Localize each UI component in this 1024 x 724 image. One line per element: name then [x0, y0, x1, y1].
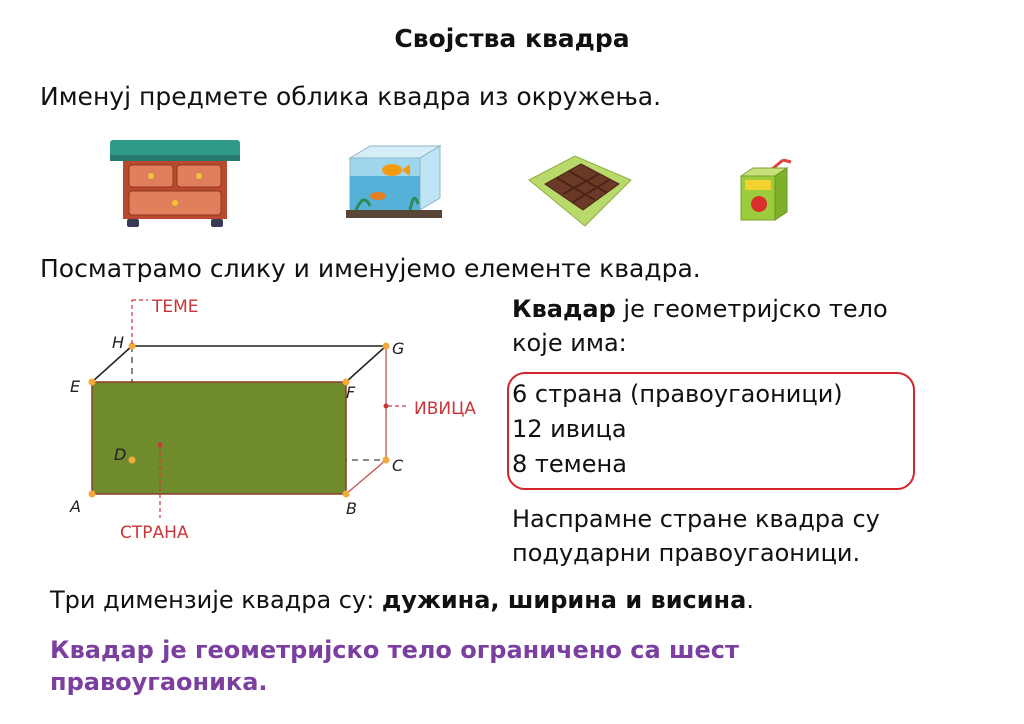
property-faces: 6 страна (правоугаоници)	[512, 380, 843, 408]
dimensions-prefix: Три димензије квадра су:	[50, 586, 382, 614]
opposite-line1: Наспрамне стране квадра су	[512, 505, 880, 533]
definition-term: Квадар	[512, 295, 616, 323]
edge-fg	[346, 346, 386, 382]
vertex-c: C	[392, 456, 404, 475]
aquarium-icon	[340, 140, 445, 226]
edge-label: ИВИЦА	[414, 399, 476, 419]
front-face	[92, 382, 346, 494]
conclusion-line2: правоугаоника.	[50, 668, 268, 696]
vertex-label: ТЕМЕ	[152, 297, 199, 317]
dimensions-text	[50, 586, 754, 614]
page-title: Својства квадра	[394, 24, 630, 53]
observe-text: Посматрамо слику и именујемо елементе квадра.	[40, 254, 701, 283]
dresser-icon	[105, 135, 245, 231]
juice-box-icon	[735, 158, 795, 224]
property-vertices: 8 темена	[512, 450, 627, 478]
dimensions-suffix: .	[746, 586, 754, 614]
face-label: СТРАНА	[120, 523, 189, 543]
vertex-d: D	[114, 445, 127, 464]
vertex-e: E	[70, 377, 81, 396]
vertex-a: A	[70, 497, 81, 516]
opposite-faces-text	[512, 502, 880, 570]
chocolate-icon	[525, 150, 635, 230]
conclusion-line1: Квадар је геометријско тело ограничено са шест	[50, 636, 739, 664]
edge-bc	[346, 460, 386, 494]
definition-text	[512, 292, 888, 360]
vertex-h: H	[112, 333, 125, 352]
definition-line2: које има:	[512, 329, 627, 357]
dimensions-bold: дужина, ширина и висина	[381, 586, 747, 614]
cuboid-diagram	[60, 290, 500, 550]
definition-rest: је геометријско тело	[615, 295, 888, 323]
properties-list	[512, 377, 843, 482]
opposite-line2: подударни правоугаоници.	[512, 539, 861, 567]
vertex-g: G	[392, 339, 405, 358]
property-edges: 12 ивица	[512, 415, 627, 443]
intro-text: Именуј предмете облика квадра из окружења.	[40, 82, 662, 111]
vertex-f: F	[346, 383, 356, 402]
vertex-b: B	[346, 499, 357, 518]
